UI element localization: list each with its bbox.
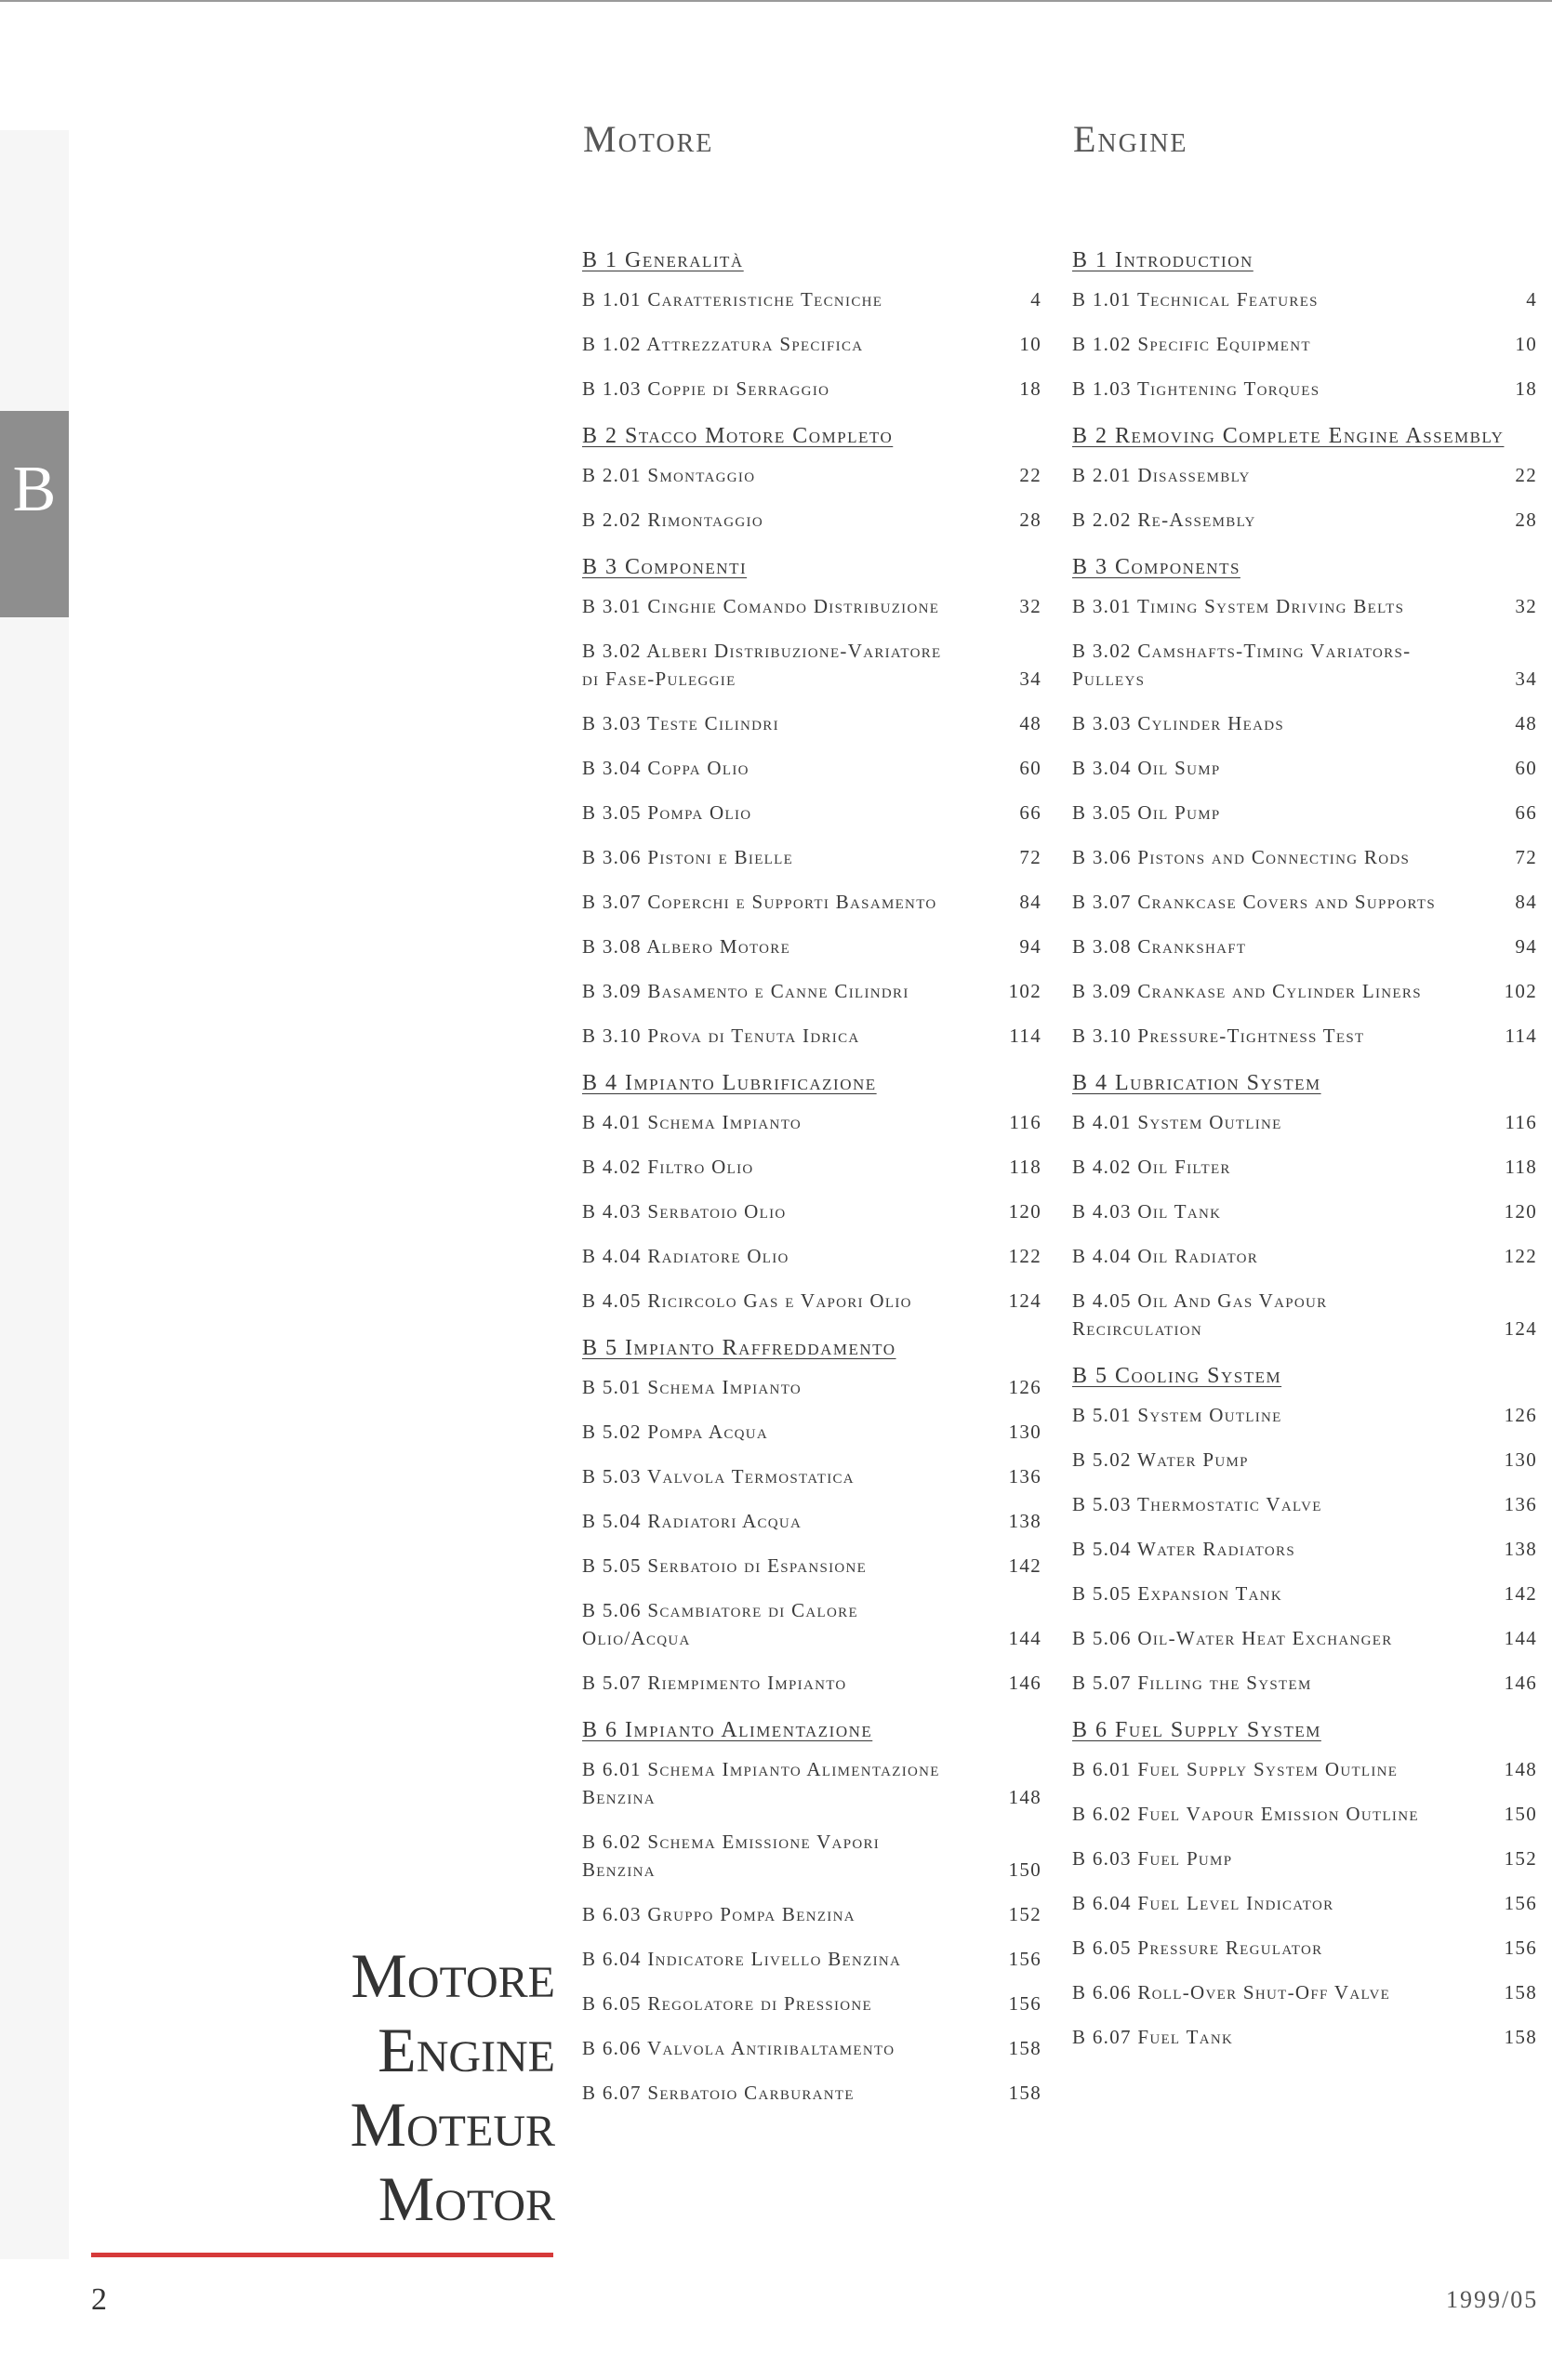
toc-section-title-text: B 3 Components [1072, 555, 1240, 579]
toc-entry-label: B 3.10 Pressure-Tightness Test [1072, 1025, 1365, 1047]
toc-section-title[interactable] [1072, 1713, 1537, 1747]
toc-entry[interactable] [582, 1287, 1041, 1315]
toc-section [582, 1066, 1041, 1315]
toc-entry-page: 142 [1008, 1554, 1041, 1577]
toc-entry[interactable] [1072, 1624, 1537, 1652]
toc-entry-label: B 3.10 Prova di Tenuta Idrica [582, 1025, 860, 1047]
toc-section-title-text: B 2 Removing Complete Engine Assembly [1072, 424, 1505, 448]
toc-entry-page: 28 [1019, 509, 1041, 531]
toc-entry[interactable] [582, 1153, 1041, 1181]
toc-entry-label: B 4.04 Oil Radiator [1072, 1245, 1259, 1267]
toc-entry-label: B 2.01 Smontaggio [582, 464, 756, 486]
toc-entry-page: 120 [1008, 1200, 1041, 1223]
toc-entry-page: 18 [1515, 377, 1537, 400]
toc-entry-label: B 4.03 Serbatoio Olio [582, 1200, 787, 1223]
toc-entry-label: B 3.07 Crankcase Covers and Supports [1072, 891, 1436, 913]
toc-entry[interactable] [1072, 1889, 1537, 1917]
toc-entry-label: B 1.03 Tightening Torques [1072, 377, 1320, 400]
accent-rule [91, 2253, 553, 2257]
toc-entry-page: 114 [1505, 1025, 1537, 1047]
toc-entry-page: 138 [1504, 1538, 1537, 1560]
toc-entry[interactable] [582, 506, 1041, 534]
toc-entry-label: B 5.01 System Outline [1072, 1404, 1282, 1426]
toc-section-title[interactable] [1072, 550, 1537, 584]
toc-entry[interactable] [1072, 506, 1537, 534]
toc-entry-page: 158 [1008, 2037, 1041, 2059]
toc-entry-page: 144 [1504, 1627, 1537, 1649]
toc-section-title-text: B 1 Introduction [1072, 248, 1254, 272]
toc-section [582, 1713, 1041, 2107]
toc-entry-page: 122 [1008, 1245, 1041, 1267]
toc-entry-page: 84 [1019, 891, 1041, 913]
toc-entry-page: 130 [1504, 1448, 1537, 1471]
toc-entry[interactable] [1072, 1844, 1537, 1872]
section-tab-letter: B [12, 454, 57, 525]
toc-entry-label: B 4.02 Filtro Olio [582, 1156, 754, 1178]
toc-entry[interactable] [1072, 375, 1537, 403]
toc-entry[interactable] [1072, 1800, 1537, 1828]
toc-section-title-text: B 6 Impianto Alimentazione [582, 1718, 873, 1742]
toc-entry[interactable] [1072, 2023, 1537, 2051]
toc-entry[interactable] [582, 1108, 1041, 1136]
side-title-french: Moteur [350, 2089, 555, 2160]
toc-entry-page: 152 [1504, 1847, 1537, 1870]
toc-entry[interactable] [1072, 637, 1537, 693]
toc-entry[interactable] [582, 1418, 1041, 1446]
side-title-block [302, 1938, 555, 2236]
toc-entry-label: B 1.02 Attrezzatura Specifica [582, 333, 864, 355]
toc-entry-page: 158 [1008, 2082, 1041, 2104]
side-title-german: Motor [378, 2163, 555, 2234]
toc-entry[interactable] [582, 1197, 1041, 1225]
toc-entry-page: 84 [1515, 891, 1537, 913]
toc-entry[interactable] [1072, 1022, 1537, 1050]
toc-column-english [1072, 244, 1537, 2068]
toc-entry-label: B 4.03 Oil Tank [1072, 1200, 1222, 1223]
toc-entry-page: 4 [1030, 288, 1041, 311]
toc-entry-page: 102 [1008, 980, 1041, 1002]
toc-entry[interactable] [582, 1990, 1041, 2017]
toc-entry-page: 130 [1008, 1421, 1041, 1443]
toc-entry[interactable] [582, 709, 1041, 737]
toc-entry-label: B 6.06 Roll-Over Shut-Off Valve [1072, 1981, 1391, 2003]
toc-entry-label: B 6.07 Fuel Tank [1072, 2026, 1234, 2048]
toc-entry-label: B 4.05 Ricircolo Gas e Vapori Olio [582, 1289, 912, 1312]
toc-entry[interactable] [1072, 1490, 1537, 1518]
toc-entry[interactable] [582, 2034, 1041, 2062]
toc-entry-page: 156 [1008, 1992, 1041, 2015]
toc-entry[interactable] [1072, 1978, 1537, 2006]
toc-entry-page: 144 [1008, 1627, 1041, 1649]
toc-entry-page: 116 [1505, 1111, 1537, 1133]
toc-entry-page: 126 [1008, 1376, 1041, 1398]
toc-entry-page: 48 [1019, 712, 1041, 734]
toc-section-title-text: B 3 Componenti [582, 555, 748, 579]
toc-section-title[interactable] [582, 244, 1041, 277]
toc-entry[interactable] [1072, 461, 1537, 489]
toc-entry-label: B 6.05 Pressure Regulator [1072, 1937, 1323, 1959]
toc-entry-page: 124 [1008, 1289, 1041, 1312]
toc-section-title[interactable] [1072, 419, 1537, 453]
toc-entry-page: 60 [1019, 757, 1041, 779]
toc-entry[interactable] [1072, 1446, 1537, 1474]
toc-section [1072, 419, 1537, 534]
side-title-english: Engine [378, 2015, 555, 2085]
toc-section [582, 244, 1041, 403]
toc-entry[interactable] [1072, 1287, 1537, 1342]
toc-entry-label: B 6.01 Schema Impianto Alimentazione Benzina [582, 1758, 940, 1808]
toc-entry[interactable] [582, 637, 1041, 693]
toc-entry-page: 148 [1008, 1786, 1041, 1808]
toc-entry[interactable] [1072, 843, 1537, 871]
toc-entry[interactable] [582, 1828, 1041, 1884]
toc-entry-page: 66 [1515, 801, 1537, 824]
toc-entry-label: B 2.01 Disassembly [1072, 464, 1251, 486]
toc-entry-page: 152 [1008, 1903, 1041, 1925]
toc-entry-label: B 3.03 Teste Cilindri [582, 712, 779, 734]
toc-entry-page: 66 [1019, 801, 1041, 824]
toc-entry-label: B 2.02 Rimontaggio [582, 509, 763, 531]
toc-entry-page: 72 [1019, 846, 1041, 868]
page-number: 2 [91, 2282, 107, 2317]
toc-entry-label: B 3.04 Oil Sump [1072, 757, 1221, 779]
toc-entry-label: B 3.01 Timing System Driving Belts [1072, 595, 1405, 617]
toc-entry-label: B 6.05 Regolatore di Pressione [582, 1992, 872, 2015]
toc-entry[interactable] [1072, 1755, 1537, 1783]
toc-entry-label: B 1.01 Caratteristiche Tecniche [582, 288, 883, 311]
toc-entry[interactable] [582, 977, 1041, 1005]
toc-section [582, 419, 1041, 534]
toc-entry[interactable] [582, 592, 1041, 620]
toc-entry-page: 158 [1504, 2026, 1537, 2048]
toc-entry[interactable] [582, 1596, 1041, 1652]
toc-entry-page: 156 [1504, 1937, 1537, 1959]
toc-entry-page: 148 [1504, 1758, 1537, 1780]
toc-entry-label: B 3.05 Pompa Olio [582, 801, 752, 824]
toc-entry[interactable] [1072, 977, 1537, 1005]
toc-entry[interactable] [582, 932, 1041, 960]
toc-entry-page: 138 [1008, 1510, 1041, 1532]
toc-entry[interactable] [582, 888, 1041, 916]
toc-entry-page: 118 [1505, 1156, 1537, 1178]
toc-entry-label: B 5.03 Valvola Termostatica [582, 1465, 855, 1488]
toc-entry-page: 22 [1515, 464, 1537, 486]
toc-entry-label: B 3.07 Coperchi e Supporti Basamento [582, 891, 937, 913]
toc-section-title[interactable] [582, 1066, 1041, 1100]
toc-entry-label: B 6.03 Gruppo Pompa Benzina [582, 1903, 856, 1925]
toc-entry-label: B 3.06 Pistons and Connecting Rods [1072, 846, 1411, 868]
toc-entry-label: B 5.04 Radiatori Acqua [582, 1510, 803, 1532]
toc-section [582, 550, 1041, 1050]
toc-entry-label: B 4.01 System Outline [1072, 1111, 1282, 1133]
toc-entry-label: B 3.09 Basamento e Canne Cilindri [582, 980, 909, 1002]
toc-entry[interactable] [582, 461, 1041, 489]
toc-section-title[interactable] [1072, 244, 1537, 277]
toc-entry-label: B 6.04 Indicatore Livello Benzina [582, 1948, 902, 1970]
toc-entry[interactable] [582, 1945, 1041, 1973]
toc-entry-label: B 6.03 Fuel Pump [1072, 1847, 1233, 1870]
toc-entry-page: 32 [1515, 595, 1537, 617]
toc-entry-page: 136 [1504, 1493, 1537, 1515]
toc-section-title[interactable] [582, 550, 1041, 584]
toc-section-title-text: B 4 Lubrication System [1072, 1071, 1321, 1095]
toc-section-title-text: B 6 Fuel Supply System [1072, 1718, 1321, 1742]
toc-entry[interactable] [1072, 330, 1537, 358]
toc-entry-label: B 3.02 Camshafts-Timing Variators-Pulleys [1072, 640, 1412, 690]
toc-entry[interactable] [1072, 799, 1537, 826]
toc-entry-label: B 5.02 Pompa Acqua [582, 1421, 769, 1443]
toc-entry-label: B 6.04 Fuel Level Indicator [1072, 1892, 1334, 1914]
toc-entry-label: B 3.08 Albero Motore [582, 935, 791, 958]
header-english: Engine [1073, 118, 1188, 160]
toc-entry-label: B 6.06 Valvola Antiribaltamento [582, 2037, 895, 2059]
toc-entry-page: 28 [1515, 509, 1537, 531]
toc-entry-page: 10 [1019, 333, 1041, 355]
toc-entry-page: 124 [1504, 1317, 1537, 1340]
toc-section-title[interactable] [582, 419, 1041, 453]
toc-entry[interactable] [1072, 1934, 1537, 1962]
toc-section [1072, 244, 1537, 403]
toc-entry-page: 156 [1008, 1948, 1041, 1970]
toc-entry-label: B 5.05 Expansion Tank [1072, 1582, 1283, 1605]
toc-section-title[interactable] [582, 1331, 1041, 1365]
toc-entry[interactable] [582, 1669, 1041, 1697]
toc-entry-page: 122 [1504, 1245, 1537, 1267]
toc-entry-page: 156 [1504, 1892, 1537, 1914]
edition-date: 1999/05 [1446, 2286, 1539, 2313]
toc-section [1072, 1713, 1537, 2051]
toc-entry-page: 34 [1515, 668, 1537, 690]
toc-entry[interactable] [1072, 932, 1537, 960]
toc-entry-label: B 6.02 Fuel Vapour Emission Outline [1072, 1803, 1419, 1825]
toc-section-title-text: B 4 Impianto Lubrificazione [582, 1071, 877, 1095]
toc-entry-page: 32 [1019, 595, 1041, 617]
toc-section-title-text: B 2 Stacco Motore Completo [582, 424, 894, 448]
toc-entry-label: B 3.08 Crankshaft [1072, 935, 1247, 958]
toc-entry[interactable] [1072, 1242, 1537, 1270]
toc-entry-label: B 5.06 Scambiatore di Calore Olio/Acqua [582, 1599, 858, 1649]
toc-entry-label: B 3.03 Cylinder Heads [1072, 712, 1284, 734]
toc-column-italian [582, 244, 1041, 2123]
toc-entry[interactable] [1072, 709, 1537, 737]
toc-entry-page: 18 [1019, 377, 1041, 400]
toc-entry-label: B 5.06 Oil-Water Heat Exchanger [1072, 1627, 1393, 1649]
toc-entry[interactable] [582, 1552, 1041, 1580]
toc-entry-label: B 4.01 Schema Impianto [582, 1111, 803, 1133]
toc-entry-label: B 4.04 Radiatore Olio [582, 1245, 789, 1267]
toc-entry-label: B 6.01 Fuel Supply System Outline [1072, 1758, 1399, 1780]
toc-entry-page: 146 [1504, 1672, 1537, 1694]
toc-entry[interactable] [582, 330, 1041, 358]
toc-entry-label: B 3.09 Crankase and Cylinder Liners [1072, 980, 1422, 1002]
toc-entry-page: 118 [1009, 1156, 1041, 1178]
toc-entry-label: B 5.07 Filling the System [1072, 1672, 1312, 1694]
toc-entry[interactable] [582, 1900, 1041, 1928]
toc-entry-page: 34 [1019, 668, 1041, 690]
toc-entry-page: 116 [1009, 1111, 1041, 1133]
side-title-italian: Motore [351, 1940, 555, 2011]
toc-entry-label: B 5.05 Serbatoio di Espansione [582, 1554, 868, 1577]
toc-entry-label: B 6.07 Serbatoio Carburante [582, 2082, 855, 2104]
toc-entry[interactable] [1072, 1535, 1537, 1563]
top-rule [0, 0, 1552, 2]
toc-entry-label: B 5.02 Water Pump [1072, 1448, 1249, 1471]
toc-entry-label: B 4.05 Oil And Gas Vapour Recirculation [1072, 1289, 1328, 1340]
toc-entry-page: 136 [1008, 1465, 1041, 1488]
toc-section [1072, 1066, 1537, 1342]
toc-entry-label: B 3.02 Alberi Distribuzione-Variatore di Fase-Puleggie [582, 640, 942, 690]
toc-entry[interactable] [582, 375, 1041, 403]
toc-entry-label: B 5.03 Thermostatic Valve [1072, 1493, 1322, 1515]
toc-entry-page: 94 [1515, 935, 1537, 958]
toc-entry-page: 150 [1504, 1803, 1537, 1825]
toc-entry-label: B 3.04 Coppa Olio [582, 757, 749, 779]
toc-entry[interactable] [582, 1507, 1041, 1535]
toc-entry-label: B 4.02 Oil Filter [1072, 1156, 1231, 1178]
toc-entry[interactable] [1072, 592, 1537, 620]
toc-section-title[interactable] [582, 1713, 1041, 1747]
toc-entry[interactable] [582, 1462, 1041, 1490]
toc-entry[interactable] [582, 1373, 1041, 1401]
toc-entry[interactable] [1072, 1197, 1537, 1225]
toc-entry-label: B 3.05 Oil Pump [1072, 801, 1221, 824]
toc-entry-label: B 1.01 Technical Features [1072, 288, 1319, 311]
toc-entry-page: 4 [1526, 288, 1537, 311]
toc-entry[interactable] [1072, 754, 1537, 782]
toc-entry-page: 158 [1504, 1981, 1537, 2003]
toc-section [1072, 550, 1537, 1050]
header-italian: Motore [583, 118, 714, 160]
toc-entry[interactable] [582, 799, 1041, 826]
toc-section [582, 1331, 1041, 1697]
toc-entry-page: 142 [1504, 1582, 1537, 1605]
toc-section-title-text: B 1 Generalità [582, 248, 744, 272]
toc-entry-page: 72 [1515, 846, 1537, 868]
toc-entry-label: B 1.02 Specific Equipment [1072, 333, 1311, 355]
toc-section-title[interactable] [1072, 1359, 1537, 1393]
toc-section-title-text: B 5 Impianto Raffreddamento [582, 1336, 896, 1360]
toc-entry-label: B 2.02 Re-Assembly [1072, 509, 1256, 531]
toc-entry[interactable] [1072, 285, 1537, 313]
toc-entry-page: 10 [1515, 333, 1537, 355]
toc-entry-page: 60 [1515, 757, 1537, 779]
toc-section [1072, 1359, 1537, 1697]
toc-entry-page: 120 [1504, 1200, 1537, 1223]
toc-entry-page: 48 [1515, 712, 1537, 734]
toc-entry-label: B 1.03 Coppie di Serraggio [582, 377, 830, 400]
toc-entry-page: 146 [1008, 1672, 1041, 1694]
toc-entry-label: B 5.01 Schema Impianto [582, 1376, 803, 1398]
toc-entry-label: B 3.01 Cinghie Comando Distribuzione [582, 595, 940, 617]
toc-entry[interactable] [582, 754, 1041, 782]
toc-entry-label: B 5.07 Riempimento Impianto [582, 1672, 847, 1694]
toc-section-title[interactable] [1072, 1066, 1537, 1100]
toc-entry-page: 126 [1504, 1404, 1537, 1426]
toc-entry[interactable] [1072, 1153, 1537, 1181]
toc-entry[interactable] [1072, 1580, 1537, 1607]
toc-entry-page: 114 [1009, 1025, 1041, 1047]
toc-entry-page: 102 [1504, 980, 1537, 1002]
toc-entry[interactable] [582, 285, 1041, 313]
toc-entry[interactable] [1072, 1401, 1537, 1429]
toc-entry[interactable] [582, 843, 1041, 871]
toc-entry-page: 22 [1019, 464, 1041, 486]
toc-entry[interactable] [582, 1022, 1041, 1050]
toc-entry-label: B 5.04 Water Radiators [1072, 1538, 1295, 1560]
toc-entry[interactable] [1072, 888, 1537, 916]
toc-section-title-text: B 5 Cooling System [1072, 1364, 1282, 1388]
toc-entry-label: B 3.06 Pistoni e Bielle [582, 846, 794, 868]
toc-entry[interactable] [1072, 1108, 1537, 1136]
toc-entry[interactable] [582, 2079, 1041, 2107]
toc-entry-page: 150 [1008, 1858, 1041, 1881]
toc-entry[interactable] [582, 1242, 1041, 1270]
toc-entry[interactable] [1072, 1669, 1537, 1697]
toc-entry-label: B 6.02 Schema Emissione Vapori Benzina [582, 1831, 881, 1881]
toc-entry-page: 94 [1019, 935, 1041, 958]
toc-entry[interactable] [582, 1755, 1041, 1811]
